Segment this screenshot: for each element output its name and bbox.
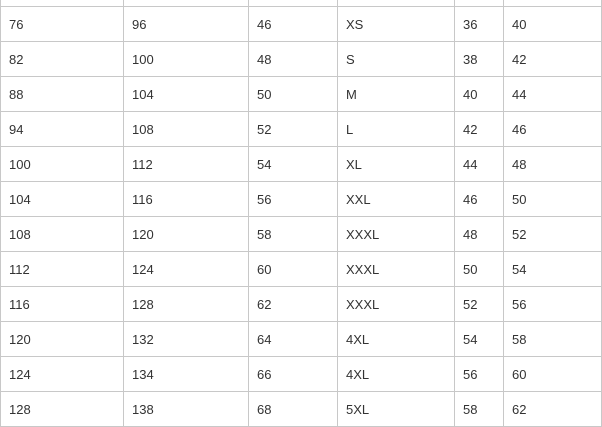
table-row — [1, 112, 602, 147]
table-cell: 132 — [124, 322, 249, 357]
table-cell: 66 — [249, 357, 338, 392]
table-cell: 56 — [455, 357, 504, 392]
table-cell: 36 — [455, 7, 504, 42]
table-cell: 88 — [1, 77, 124, 112]
size-table-body — [1, 0, 602, 427]
table-row — [1, 287, 602, 322]
table-row — [1, 217, 602, 252]
table-cell: 52 — [249, 112, 338, 147]
table-cell: 54 — [249, 147, 338, 182]
table-cell: 42 — [504, 42, 602, 77]
table-cell: 54 — [504, 252, 602, 287]
table-cell: 108 — [124, 112, 249, 147]
table-cell: XXXL — [338, 287, 455, 322]
table-cell: XXL — [338, 182, 455, 217]
table-cell: 58 — [504, 322, 602, 357]
table-cell: 54 — [455, 322, 504, 357]
table-row — [1, 392, 602, 427]
table-cell: M — [338, 77, 455, 112]
table-cell: 5XL — [338, 392, 455, 427]
table-cell: 48 — [249, 42, 338, 77]
table-cell: 58 — [455, 392, 504, 427]
table-cell: 82 — [1, 42, 124, 77]
table-row — [1, 77, 602, 112]
table-cell: 124 — [1, 357, 124, 392]
table-row — [1, 182, 602, 217]
table-cell: 42 — [455, 112, 504, 147]
table-cell: 52 — [455, 287, 504, 322]
table-cell: 100 — [124, 42, 249, 77]
table-cell: 44 — [504, 77, 602, 112]
table-cell: 50 — [455, 252, 504, 287]
table-cell: XL — [338, 147, 455, 182]
table-cell: 124 — [124, 252, 249, 287]
table-cell: 112 — [1, 252, 124, 287]
table-cell: S — [338, 42, 455, 77]
table-cell: 62 — [249, 287, 338, 322]
table-cell: 4XL — [338, 322, 455, 357]
table-cell: 48 — [504, 147, 602, 182]
table-cell: XXXL — [338, 217, 455, 252]
table-cell: 52 — [504, 217, 602, 252]
table-cell: 64 — [249, 322, 338, 357]
table-row — [1, 322, 602, 357]
table-row — [1, 357, 602, 392]
table-cell: 112 — [124, 147, 249, 182]
table-cell: 56 — [504, 287, 602, 322]
table-cell: 50 — [249, 77, 338, 112]
table-cell: 108 — [1, 217, 124, 252]
table-cell: 120 — [124, 217, 249, 252]
table-cell: 58 — [249, 217, 338, 252]
table-cell: 128 — [1, 392, 124, 427]
table-cell: XS — [338, 7, 455, 42]
table-cell: 46 — [504, 112, 602, 147]
table-row — [1, 42, 602, 77]
table-cell: 46 — [455, 182, 504, 217]
table-cell: 76 — [1, 7, 124, 42]
table-cell: L — [338, 112, 455, 147]
table-cell: 40 — [504, 7, 602, 42]
table-cell: 50 — [504, 182, 602, 217]
table-cell: 100 — [1, 147, 124, 182]
table-cell: 60 — [504, 357, 602, 392]
table-cell: 96 — [124, 7, 249, 42]
table-cell: 46 — [249, 7, 338, 42]
table-cell: XXXL — [338, 252, 455, 287]
table-cell: 104 — [1, 182, 124, 217]
table-cell: 40 — [455, 77, 504, 112]
table-cell: 120 — [1, 322, 124, 357]
table-cell: 62 — [504, 392, 602, 427]
table-row — [1, 147, 602, 182]
table-row — [1, 252, 602, 287]
table-cell: 116 — [1, 287, 124, 322]
table-cell: 48 — [455, 217, 504, 252]
table-cell: 60 — [249, 252, 338, 287]
table-row — [1, 7, 602, 42]
table-cell: 94 — [1, 112, 124, 147]
table-cell: 38 — [455, 42, 504, 77]
table-cell: 138 — [124, 392, 249, 427]
table-cell: 56 — [249, 182, 338, 217]
table-cell: 134 — [124, 357, 249, 392]
table-cell: 104 — [124, 77, 249, 112]
table-cell: 128 — [124, 287, 249, 322]
table-cell: 44 — [455, 147, 504, 182]
table-cell: 116 — [124, 182, 249, 217]
table-cell: 4XL — [338, 357, 455, 392]
table-cell: 68 — [249, 392, 338, 427]
